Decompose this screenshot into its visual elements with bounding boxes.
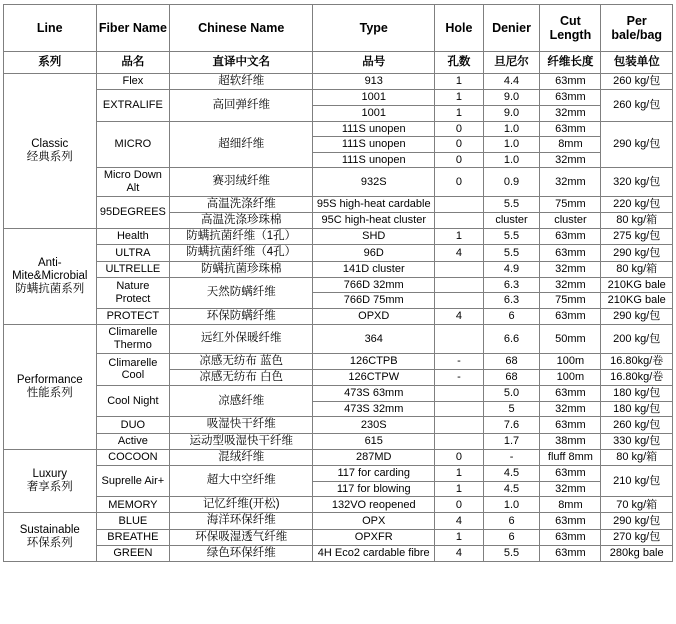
type-cell: 4H Eco2 cardable fibre bbox=[313, 545, 435, 561]
chinese-name-cell: 记忆纤维(开松) bbox=[170, 497, 313, 513]
chinese-name-cell: 超软纤维 bbox=[170, 74, 313, 90]
hole-cell bbox=[435, 212, 483, 228]
cut-length-cell: cluster bbox=[540, 212, 601, 228]
packaging-cell: 320 kg/包 bbox=[601, 168, 673, 196]
packaging-cell: 280kg bale bbox=[601, 545, 673, 561]
packaging-cell: 16.80kg/卷 bbox=[601, 353, 673, 369]
table-row bbox=[4, 229, 673, 245]
column-subheader-chinese-name: 直译中文名 bbox=[170, 52, 313, 74]
hole-cell: 4 bbox=[435, 545, 483, 561]
line-cell bbox=[4, 325, 97, 449]
chinese-name-cell: 环保防螨纤维 bbox=[170, 309, 313, 325]
denier-cell: 4.5 bbox=[483, 481, 540, 497]
denier-cell: 5.5 bbox=[483, 229, 540, 245]
table-row bbox=[4, 433, 673, 449]
chinese-name-cell: 远红外保暖纤维 bbox=[170, 325, 313, 353]
column-subheader-hole: 孔数 bbox=[435, 52, 483, 74]
type-cell: SHD bbox=[313, 229, 435, 245]
hole-cell: 0 bbox=[435, 152, 483, 168]
type-cell: 117 for carding bbox=[313, 465, 435, 481]
hole-cell bbox=[435, 417, 483, 433]
table-row bbox=[4, 529, 673, 545]
type-cell: 766D 75mm bbox=[313, 293, 435, 309]
packaging-cell: 260 kg/包 bbox=[601, 90, 673, 121]
table-row bbox=[4, 168, 673, 196]
line-cell bbox=[4, 513, 97, 562]
chinese-name-cell: 凉感无纺布 白色 bbox=[170, 369, 313, 385]
packaging-cell: 210 kg/包 bbox=[601, 465, 673, 496]
type-cell: 111S unopen bbox=[313, 152, 435, 168]
packaging-cell: 260 kg/包 bbox=[601, 417, 673, 433]
line-name-en: Performance bbox=[16, 373, 83, 386]
type-cell: OPXD bbox=[313, 309, 435, 325]
hole-cell: 4 bbox=[435, 245, 483, 261]
hole-cell: - bbox=[435, 353, 483, 369]
line-name-cn: 奢享系列 bbox=[26, 481, 73, 494]
line-name-cn: 经典系列 bbox=[26, 151, 73, 164]
cut-length-cell: 32mm bbox=[540, 481, 601, 497]
denier-cell: 1.7 bbox=[483, 433, 540, 449]
packaging-cell: 80 kg/箱 bbox=[601, 212, 673, 228]
fiber-name-cell: Flex bbox=[96, 74, 170, 90]
cut-length-cell: 63mm bbox=[540, 309, 601, 325]
chinese-name-cell: 凉感纤维 bbox=[170, 386, 313, 417]
cut-length-cell: 38mm bbox=[540, 433, 601, 449]
type-cell: 95C high-heat cluster bbox=[313, 212, 435, 228]
chinese-name-cell: 凉感无纺布 蓝色 bbox=[170, 353, 313, 369]
line-name-cn: 环保系列 bbox=[26, 537, 73, 550]
table-row bbox=[4, 386, 673, 402]
denier-cell: 0.9 bbox=[483, 168, 540, 196]
packaging-cell: 200 kg/包 bbox=[601, 325, 673, 353]
fiber-name-cell: Climarelle Cool bbox=[96, 353, 170, 385]
packaging-cell: 180 kg/包 bbox=[601, 401, 673, 417]
hole-cell bbox=[435, 325, 483, 353]
type-cell: 132VO reopened bbox=[313, 497, 435, 513]
line-cell bbox=[4, 229, 97, 325]
denier-cell: cluster bbox=[483, 212, 540, 228]
fiber-name-cell: Micro Down Alt bbox=[96, 168, 170, 196]
type-cell: 141D cluster bbox=[313, 261, 435, 277]
hole-cell bbox=[435, 261, 483, 277]
cut-length-cell: 8mm bbox=[540, 137, 601, 153]
hole-cell: 1 bbox=[435, 481, 483, 497]
column-header-chinese-name: Chinese Name bbox=[170, 5, 313, 52]
type-cell: 473S 63mm bbox=[313, 386, 435, 402]
column-subheader-fiber-name: 品名 bbox=[96, 52, 170, 74]
fiber-name-cell: ULTRA bbox=[96, 245, 170, 261]
packaging-cell: 80 kg/箱 bbox=[601, 449, 673, 465]
table-body bbox=[4, 52, 673, 562]
hole-cell bbox=[435, 293, 483, 309]
hole-cell: 1 bbox=[435, 90, 483, 106]
denier-cell: 1.0 bbox=[483, 121, 540, 137]
type-cell: OPXFR bbox=[313, 529, 435, 545]
fiber-name-cell: MEMORY bbox=[96, 497, 170, 513]
cut-length-cell: 32mm bbox=[540, 105, 601, 121]
cut-length-cell: 63mm bbox=[540, 121, 601, 137]
cut-length-cell: 32mm bbox=[540, 261, 601, 277]
cut-length-cell: 32mm bbox=[540, 168, 601, 196]
column-header-line: Line bbox=[4, 5, 97, 52]
table-row bbox=[4, 277, 673, 293]
hole-cell: 1 bbox=[435, 105, 483, 121]
packaging-cell: 270 kg/包 bbox=[601, 529, 673, 545]
header-row-cn bbox=[4, 52, 673, 74]
denier-cell: 68 bbox=[483, 369, 540, 385]
table-row bbox=[4, 196, 673, 212]
line-name-en: Luxury bbox=[32, 467, 68, 480]
chinese-name-cell: 超细纤维 bbox=[170, 121, 313, 168]
table-header bbox=[4, 5, 673, 52]
chinese-name-cell: 防螨抗菌纤维（1孔） bbox=[170, 229, 313, 245]
table-row bbox=[4, 449, 673, 465]
hole-cell bbox=[435, 433, 483, 449]
chinese-name-cell: 超大中空纤维 bbox=[170, 465, 313, 496]
fiber-name-cell: EXTRALIFE bbox=[96, 90, 170, 121]
chinese-name-cell: 赛羽绒纤维 bbox=[170, 168, 313, 196]
column-subheader-line: 系列 bbox=[4, 52, 97, 74]
cut-length-cell: 75mm bbox=[540, 196, 601, 212]
table-row bbox=[4, 513, 673, 529]
hole-cell bbox=[435, 196, 483, 212]
cut-length-cell: 63mm bbox=[540, 386, 601, 402]
cut-length-cell: 8mm bbox=[540, 497, 601, 513]
hole-cell: 0 bbox=[435, 137, 483, 153]
denier-cell: 7.6 bbox=[483, 417, 540, 433]
packaging-cell: 180 kg/包 bbox=[601, 386, 673, 402]
packaging-cell: 290 kg/包 bbox=[601, 513, 673, 529]
hole-cell: 1 bbox=[435, 229, 483, 245]
line-cell bbox=[4, 74, 97, 229]
column-subheader-per-bale-bag: 包装单位 bbox=[601, 52, 673, 74]
chinese-name-cell: 高温洗涤纤维 bbox=[170, 196, 313, 212]
denier-cell: 5.0 bbox=[483, 386, 540, 402]
packaging-cell: 290 kg/包 bbox=[601, 121, 673, 168]
type-cell: 932S bbox=[313, 168, 435, 196]
cut-length-cell: 63mm bbox=[540, 529, 601, 545]
line-name-en: Anti-Mite&Microbial bbox=[12, 256, 88, 283]
line-cell bbox=[4, 449, 97, 513]
chinese-name-cell: 防螨抗菌珍珠棉 bbox=[170, 261, 313, 277]
fiber-product-table bbox=[3, 4, 673, 562]
fiber-name-cell: DUO bbox=[96, 417, 170, 433]
hole-cell: 0 bbox=[435, 497, 483, 513]
cut-length-cell: 100m bbox=[540, 369, 601, 385]
packaging-cell: 210KG bale bbox=[601, 293, 673, 309]
table-row bbox=[4, 74, 673, 90]
type-cell: OPX bbox=[313, 513, 435, 529]
fiber-name-cell: Nature Protect bbox=[96, 277, 170, 308]
denier-cell: 4.9 bbox=[483, 261, 540, 277]
table-row bbox=[4, 90, 673, 106]
column-subheader-denier: 旦尼尔 bbox=[483, 52, 540, 74]
type-cell: 615 bbox=[313, 433, 435, 449]
type-cell: 126CTPW bbox=[313, 369, 435, 385]
column-header-cut-length: Cut Length bbox=[540, 5, 601, 52]
fiber-name-cell: 95DEGREES bbox=[96, 196, 170, 228]
hole-cell bbox=[435, 401, 483, 417]
header-row-en bbox=[4, 5, 673, 52]
table-row bbox=[4, 353, 673, 369]
cut-length-cell: 100m bbox=[540, 353, 601, 369]
packaging-cell: 275 kg/包 bbox=[601, 229, 673, 245]
cut-length-cell: 63mm bbox=[540, 417, 601, 433]
denier-cell: 6 bbox=[483, 309, 540, 325]
table-row bbox=[4, 309, 673, 325]
hole-cell: 0 bbox=[435, 168, 483, 196]
column-header-hole: Hole bbox=[435, 5, 483, 52]
cut-length-cell: 63mm bbox=[540, 513, 601, 529]
line-name-en: Classic bbox=[31, 137, 69, 150]
denier-cell: 9.0 bbox=[483, 90, 540, 106]
packaging-cell: 290 kg/包 bbox=[601, 309, 673, 325]
fiber-name-cell: GREEN bbox=[96, 545, 170, 561]
hole-cell: 4 bbox=[435, 309, 483, 325]
packaging-cell: 260 kg/包 bbox=[601, 74, 673, 90]
packaging-cell: 220 kg/包 bbox=[601, 196, 673, 212]
column-header-per-bale-bag: Per bale/bag bbox=[601, 5, 673, 52]
denier-cell: 4.5 bbox=[483, 465, 540, 481]
fiber-name-cell: BREATHE bbox=[96, 529, 170, 545]
packaging-cell: 16.80kg/卷 bbox=[601, 369, 673, 385]
denier-cell: 6.6 bbox=[483, 325, 540, 353]
chinese-name-cell: 海洋环保纤维 bbox=[170, 513, 313, 529]
packaging-cell: 80 kg/箱 bbox=[601, 261, 673, 277]
cut-length-cell: 63mm bbox=[540, 229, 601, 245]
denier-cell: 6.3 bbox=[483, 293, 540, 309]
cut-length-cell: 63mm bbox=[540, 90, 601, 106]
type-cell: 126CTPB bbox=[313, 353, 435, 369]
denier-cell: - bbox=[483, 449, 540, 465]
hole-cell: 0 bbox=[435, 449, 483, 465]
column-header-type: Type bbox=[313, 5, 435, 52]
line-name-cn: 性能系列 bbox=[26, 387, 73, 400]
cut-length-cell: 63mm bbox=[540, 465, 601, 481]
column-header-fiber-name: Fiber Name bbox=[96, 5, 170, 52]
column-header-denier: Denier bbox=[483, 5, 540, 52]
denier-cell: 1.0 bbox=[483, 152, 540, 168]
type-cell: 913 bbox=[313, 74, 435, 90]
table-row bbox=[4, 325, 673, 353]
denier-cell: 6 bbox=[483, 513, 540, 529]
hole-cell: 1 bbox=[435, 465, 483, 481]
packaging-cell: 70 kg/箱 bbox=[601, 497, 673, 513]
denier-cell: 1.0 bbox=[483, 497, 540, 513]
fiber-name-cell: BLUE bbox=[96, 513, 170, 529]
table-row bbox=[4, 121, 673, 137]
type-cell: 1001 bbox=[313, 90, 435, 106]
denier-cell: 6 bbox=[483, 529, 540, 545]
chinese-name-cell: 运动型吸湿快干纤维 bbox=[170, 433, 313, 449]
hole-cell bbox=[435, 277, 483, 293]
denier-cell: 1.0 bbox=[483, 137, 540, 153]
type-cell: 230S bbox=[313, 417, 435, 433]
chinese-name-cell: 高回弹纤维 bbox=[170, 90, 313, 121]
chinese-name-cell: 绿色环保纤维 bbox=[170, 545, 313, 561]
hole-cell: 1 bbox=[435, 74, 483, 90]
cut-length-cell: 32mm bbox=[540, 152, 601, 168]
hole-cell bbox=[435, 386, 483, 402]
table-row bbox=[4, 545, 673, 561]
type-cell: 364 bbox=[313, 325, 435, 353]
fiber-name-cell: Active bbox=[96, 433, 170, 449]
denier-cell: 4.4 bbox=[483, 74, 540, 90]
chinese-name-cell: 环保吸湿透气纤维 bbox=[170, 529, 313, 545]
denier-cell: 5.5 bbox=[483, 196, 540, 212]
packaging-cell: 290 kg/包 bbox=[601, 245, 673, 261]
chinese-name-cell: 吸湿快干纤维 bbox=[170, 417, 313, 433]
fiber-name-cell: COCOON bbox=[96, 449, 170, 465]
type-cell: 1001 bbox=[313, 105, 435, 121]
chinese-name-cell: 高温洗涤珍珠棉 bbox=[170, 212, 313, 228]
table-row bbox=[4, 497, 673, 513]
table-row bbox=[4, 245, 673, 261]
table-row bbox=[4, 417, 673, 433]
chinese-name-cell: 天然防螨纤维 bbox=[170, 277, 313, 308]
hole-cell: 0 bbox=[435, 121, 483, 137]
type-cell: 111S unopen bbox=[313, 121, 435, 137]
denier-cell: 5.5 bbox=[483, 245, 540, 261]
cut-length-cell: 63mm bbox=[540, 74, 601, 90]
denier-cell: 6.3 bbox=[483, 277, 540, 293]
fiber-name-cell: MICRO bbox=[96, 121, 170, 168]
line-name-cn: 防螨抗菌系列 bbox=[15, 283, 85, 296]
cut-length-cell: 32mm bbox=[540, 401, 601, 417]
type-cell: 95S high-heat cardable bbox=[313, 196, 435, 212]
type-cell: 111S unopen bbox=[313, 137, 435, 153]
cut-length-cell: 63mm bbox=[540, 245, 601, 261]
cut-length-cell: 63mm bbox=[540, 545, 601, 561]
packaging-cell: 330 kg/包 bbox=[601, 433, 673, 449]
column-subheader-type: 品号 bbox=[313, 52, 435, 74]
hole-cell: 1 bbox=[435, 529, 483, 545]
fiber-name-cell: Suprelle Air+ bbox=[96, 465, 170, 496]
fiber-name-cell: Climarelle Thermo bbox=[96, 325, 170, 353]
fiber-name-cell: PROTECT bbox=[96, 309, 170, 325]
type-cell: 473S 32mm bbox=[313, 401, 435, 417]
table-row bbox=[4, 261, 673, 277]
type-cell: 766D 32mm bbox=[313, 277, 435, 293]
column-subheader-cut-length: 纤维长度 bbox=[540, 52, 601, 74]
hole-cell: 4 bbox=[435, 513, 483, 529]
cut-length-cell: 75mm bbox=[540, 293, 601, 309]
chinese-name-cell: 混绒纤维 bbox=[170, 449, 313, 465]
type-cell: 117 for blowing bbox=[313, 481, 435, 497]
fiber-name-cell: Health bbox=[96, 229, 170, 245]
table-row bbox=[4, 465, 673, 481]
cut-length-cell: 32mm bbox=[540, 277, 601, 293]
denier-cell: 5.5 bbox=[483, 545, 540, 561]
denier-cell: 68 bbox=[483, 353, 540, 369]
fiber-name-cell: ULTRELLE bbox=[96, 261, 170, 277]
cut-length-cell: 50mm bbox=[540, 325, 601, 353]
packaging-cell: 210KG bale bbox=[601, 277, 673, 293]
type-cell: 287MD bbox=[313, 449, 435, 465]
chinese-name-cell: 防螨抗菌纤维（4孔） bbox=[170, 245, 313, 261]
denier-cell: 9.0 bbox=[483, 105, 540, 121]
line-name-en: Sustainable bbox=[19, 524, 80, 537]
fiber-name-cell: Cool Night bbox=[96, 386, 170, 417]
hole-cell: - bbox=[435, 369, 483, 385]
type-cell: 96D bbox=[313, 245, 435, 261]
denier-cell: 5 bbox=[483, 401, 540, 417]
cut-length-cell: fluff 8mm bbox=[540, 449, 601, 465]
